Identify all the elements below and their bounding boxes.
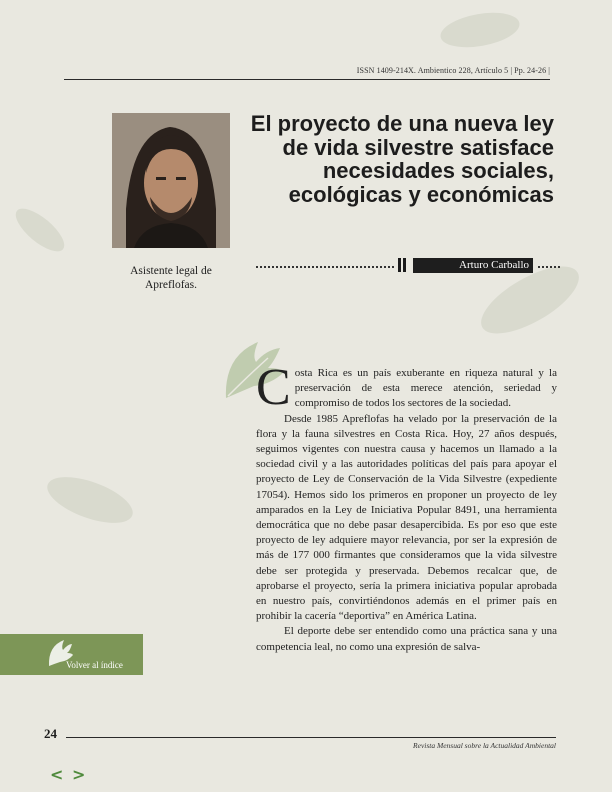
drop-cap: C — [256, 359, 291, 416]
author-photo — [112, 113, 230, 248]
article-body — [256, 359, 557, 655]
paragraph-3: El deporte debe ser entendido como una práctica sana y una competencia leal, no como una expresión de salva- — [256, 625, 557, 653]
author-caption: Asistente legal de Apreflofas. — [130, 265, 212, 291]
back-to-index-button[interactable] — [0, 634, 143, 675]
byline-bars — [398, 258, 408, 272]
author-byline — [256, 257, 560, 273]
article-title: El proyecto de una nueva ley de vida silvestre satisface necesidades sociales, ecológicas y económicas — [250, 111, 554, 207]
byline-dots-right — [538, 266, 560, 268]
byline-dots-left — [256, 266, 394, 268]
prev-arrow-icon[interactable]: < — [50, 765, 64, 784]
back-to-index-label: Volver al índice — [66, 660, 123, 670]
page-number: 24 — [44, 726, 57, 741]
footer-rule — [66, 737, 556, 738]
next-arrow-icon[interactable]: > — [72, 765, 86, 784]
paragraph-2: Desde 1985 Apreflofas ha velado por la preservación de la flora y la fauna silvestres en Costa Rica. Hoy, 27 años después, seguimos vigentes con nuestra causa y hacemos un llamado a la sociedad civil y a las autoridades políticas del país para apoyar el proyecto de Ley de Conservación de la Vida Silvestre (expediente 17054). Hemos sido los primeros en proponer un proyecto de ley amparados en la Ley de Iniciativa Popular 8491, una herramienta democrática que no debe pasar desapercibida. Es por eso que este proyecto de ley adquiere mayor relevancia, por ser la expresión de más de 177 000 firmantes que consideramos que la vida silvestre debe ser protegida y preservada. Debemos recalcar que, de aprobarse el proyecto, sería la primera iniciativa popular aprobada en nuestro país, convirtiéndonos además en el primer país en prohibir la cacería “deportiva” en América Latina. — [256, 412, 557, 623]
paragraph-1-text: osta Rica es un país exuberante en riqueza natural y la preservación de esta merece atención, seriedad y compromiso de todos los sectores de la sociedad. — [294, 367, 557, 410]
issn-header: ISSN 1409-214X. Ambientico 228, Artículo 5 | Pp. 24-26 | — [356, 66, 550, 75]
magazine-name: Revista Mensual sobre la Actualidad Ambiental — [413, 741, 556, 750]
first-paragraph — [256, 359, 557, 416]
author-name: Arturo Carballo — [413, 258, 533, 273]
header-rule — [64, 79, 550, 80]
